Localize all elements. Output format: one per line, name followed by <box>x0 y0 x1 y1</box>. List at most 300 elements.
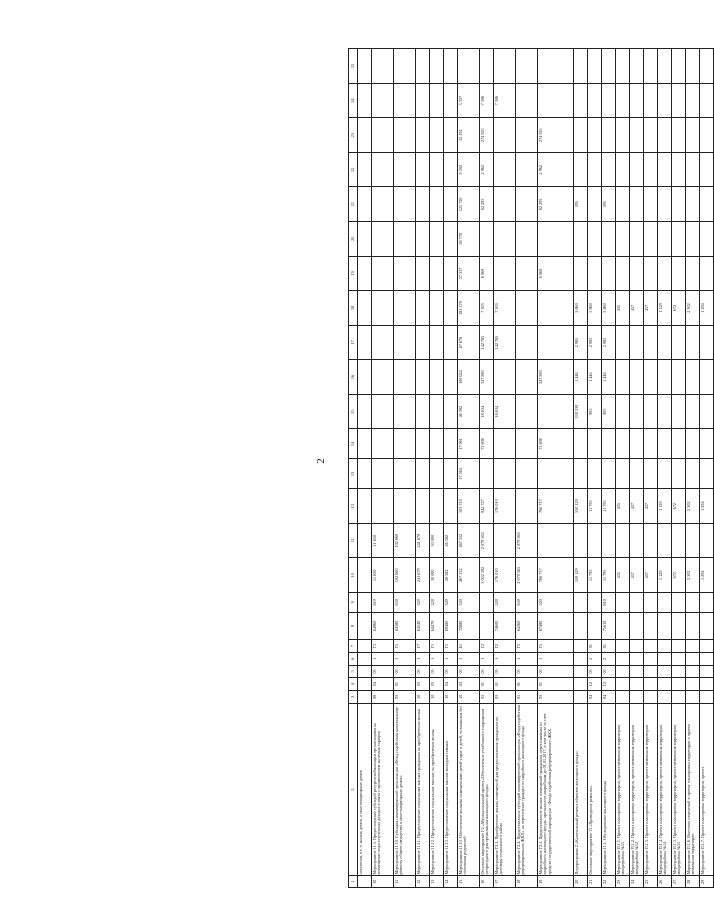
table-row <box>416 49 430 888</box>
table-cell: 5 337 <box>458 83 480 118</box>
table-cell <box>372 459 394 489</box>
row-description: Основное мероприятие 11 «Проведение ремонта» <box>588 703 602 876</box>
table-cell: 550 129 <box>574 558 588 593</box>
table-cell <box>658 665 672 678</box>
table-cell <box>700 152 714 187</box>
table-cell <box>516 222 538 257</box>
table-cell: 05 <box>458 665 480 678</box>
row-description: Мероприятие П.1.2. Проект планировки территории, проект межевания территории микрорайона №12 <box>630 703 644 876</box>
table-cell: 05 <box>480 690 494 703</box>
table-cell <box>516 459 538 489</box>
table-cell: 457 <box>644 489 658 524</box>
table-cell <box>538 291 574 326</box>
row-description: Мероприятие 11.1. Обследование жилищного фонда <box>602 703 616 876</box>
table-row <box>516 49 538 888</box>
table-cell <box>686 83 700 118</box>
column-number: 11 <box>349 523 358 558</box>
table-cell <box>358 876 372 888</box>
table-cell: 11 795 <box>588 558 602 593</box>
table-cell <box>494 118 516 153</box>
table-cell <box>416 222 430 257</box>
table-row <box>444 49 458 888</box>
table-cell <box>574 83 588 118</box>
table-cell <box>616 640 630 653</box>
table-row <box>480 49 494 888</box>
table-cell: 01 <box>516 678 538 691</box>
table-cell <box>658 256 672 291</box>
table-cell: 24 <box>630 876 644 888</box>
table-cell <box>358 49 372 84</box>
table-cell <box>574 49 588 84</box>
table-cell <box>686 665 700 678</box>
table-cell <box>494 459 516 489</box>
table-cell <box>372 489 394 524</box>
table-cell: 05 <box>480 665 494 678</box>
row-description: Мероприятие П.1.1. Проект планировки территории, проект межевания территории микрорайона №11 <box>616 703 630 876</box>
table-cell: 435 <box>616 558 630 593</box>
table-cell <box>658 678 672 691</box>
table-cell <box>700 49 714 84</box>
table-cell <box>416 152 430 187</box>
table-cell: 17 961 <box>458 429 480 459</box>
table-cell <box>630 652 644 665</box>
table-cell: 52 192 <box>458 118 480 153</box>
table-cell: 01 <box>602 640 616 653</box>
table-cell <box>372 49 394 84</box>
table-cell <box>430 489 444 524</box>
table-cell: 10 <box>430 690 444 703</box>
column-number: 6 <box>349 652 358 665</box>
table-cell <box>394 489 416 524</box>
table-cell <box>672 652 686 665</box>
table-cell <box>394 394 416 429</box>
table-cell <box>358 118 372 153</box>
table-cell: 672 <box>672 291 686 326</box>
table-cell: 2 <box>602 652 616 665</box>
table-cell: 457 <box>644 558 658 593</box>
table-cell <box>480 612 494 640</box>
table-cell <box>658 118 672 153</box>
table-cell <box>372 83 394 118</box>
table-cell <box>588 593 602 613</box>
table-cell: 64960 <box>372 612 394 640</box>
table-cell: 457 <box>630 489 644 524</box>
table-cell <box>516 256 538 291</box>
table-cell <box>658 152 672 187</box>
table-cell <box>630 187 644 222</box>
row-description: Мероприятие П.1.3. Проект планировки территории, проект межевания территории <box>644 703 658 876</box>
table-cell: 7 306 <box>480 83 494 118</box>
table-cell <box>588 222 602 257</box>
table-cell <box>358 678 372 691</box>
table-cell <box>672 394 686 429</box>
table-cell <box>644 690 658 703</box>
table-cell <box>394 49 416 84</box>
row-description: Мероприятие П.1.4. Проект планировки территории, проект межевания территории микрорайона №14 <box>658 703 672 876</box>
table-cell <box>658 612 672 640</box>
table-cell: 11 650 <box>372 558 394 593</box>
row-description: Мероприятие П.1.6. Внесение изменений в проект планировки территории и проект межевания территории <box>686 703 700 876</box>
table-row <box>658 49 672 888</box>
table-cell: 03 <box>416 678 430 691</box>
table-cell <box>616 678 630 691</box>
table-cell <box>416 360 430 395</box>
table-cell <box>372 118 394 153</box>
table-cell <box>700 187 714 222</box>
table-cell <box>602 523 616 558</box>
table-cell <box>394 459 416 489</box>
table-cell <box>616 690 630 703</box>
table-row <box>686 49 700 888</box>
table-cell: 21 <box>588 876 602 888</box>
table-cell <box>616 49 630 84</box>
table-cell: 339 339 <box>574 394 588 429</box>
table-cell <box>644 49 658 84</box>
table-cell: 22 <box>602 876 616 888</box>
table-cell <box>700 360 714 395</box>
table-cell: 905 <box>602 394 616 429</box>
table-cell: 01 <box>494 678 516 691</box>
table-cell <box>630 49 644 84</box>
table-cell: 64380 <box>394 612 416 640</box>
table-cell: 57 337 <box>458 256 480 291</box>
column-number: 2 <box>349 703 358 876</box>
table-cell <box>588 429 602 459</box>
table-cell <box>358 291 372 326</box>
table-cell: 05 <box>538 690 574 703</box>
table-cell: 3 022 392 <box>480 558 494 593</box>
table-cell <box>630 83 644 118</box>
table-cell: 176 010 <box>494 489 516 524</box>
table-row <box>538 49 574 888</box>
table-cell <box>588 256 602 291</box>
table-cell <box>602 256 616 291</box>
table-cell: 26 582 <box>444 558 458 593</box>
table-cell: 05 <box>430 665 444 678</box>
table-row <box>616 49 630 888</box>
table-cell: 29 <box>700 876 714 888</box>
table-cell: 2 985 <box>602 325 616 360</box>
table-cell <box>494 152 516 187</box>
table-cell <box>686 394 700 429</box>
table-cell: 2 302 <box>686 558 700 593</box>
table-cell <box>358 83 372 118</box>
table-cell <box>644 394 658 429</box>
table-cell <box>430 360 444 395</box>
table-cell <box>672 360 686 395</box>
table-cell: 181 370 <box>458 291 480 326</box>
table-cell <box>700 523 714 558</box>
table-cell: 71 806 <box>480 429 494 459</box>
column-number: 1 <box>349 876 358 888</box>
table-cell <box>516 489 538 524</box>
column-number: 5 <box>349 665 358 678</box>
table-cell: 2 079 565 <box>480 523 494 558</box>
table-cell <box>700 690 714 703</box>
table-cell: 16 <box>480 876 494 888</box>
table-cell <box>394 118 416 153</box>
table-cell <box>630 394 644 429</box>
table-cell <box>644 640 658 653</box>
table-cell: 20 <box>574 876 588 888</box>
table-cell <box>372 394 394 429</box>
table-cell: 04 <box>602 690 616 703</box>
table-cell: Г2 <box>480 640 494 653</box>
table-cell <box>616 152 630 187</box>
table-cell <box>394 429 416 459</box>
table-cell: 1 <box>516 652 538 665</box>
table-cell <box>430 118 444 153</box>
table-cell <box>444 222 458 257</box>
table-cell: 2 962 <box>480 152 494 187</box>
table-cell: 05 <box>602 665 616 678</box>
table-cell <box>630 325 644 360</box>
table-row <box>602 49 616 888</box>
table-cell <box>372 152 394 187</box>
table-cell: 1 <box>494 652 516 665</box>
table-cell <box>516 187 538 222</box>
table-cell <box>686 152 700 187</box>
table-cell: 1 446 <box>602 360 616 395</box>
table-header-row <box>349 49 358 888</box>
column-number: 17 <box>349 325 358 360</box>
table-cell <box>602 83 616 118</box>
table-cell <box>444 256 458 291</box>
table-cell <box>672 49 686 84</box>
table-cell <box>358 152 372 187</box>
table-cell: 13 <box>430 876 444 888</box>
table-cell: 274 925 <box>538 118 574 153</box>
table-cell <box>700 652 714 665</box>
table-cell <box>430 83 444 118</box>
table-cell <box>672 523 686 558</box>
table-cell <box>372 360 394 395</box>
table-cell: 17 564 <box>458 459 480 489</box>
table-cell <box>672 187 686 222</box>
table-cell: 142 785 <box>480 325 494 360</box>
table-cell: 18 634 <box>480 394 494 429</box>
row-description: Мероприятие П.1.5. Проект планировки территории, проект межевания территории микрорайона №15 <box>672 703 686 876</box>
table-cell: 630 <box>394 593 416 613</box>
table-cell <box>616 665 630 678</box>
table-cell: 19 <box>538 876 574 888</box>
table-cell <box>538 325 574 360</box>
table-cell <box>658 593 672 613</box>
table-cell: 2 079 565 <box>516 558 538 593</box>
table-cell <box>494 187 516 222</box>
table-cell <box>630 678 644 691</box>
table-cell <box>686 49 700 84</box>
table-cell <box>538 49 574 84</box>
table-cell <box>658 429 672 459</box>
table-cell <box>394 291 416 326</box>
table-cell <box>630 118 644 153</box>
table-row <box>494 49 516 888</box>
table-cell <box>394 187 416 222</box>
table-row <box>574 49 588 888</box>
table-cell: 74600 <box>494 612 516 640</box>
table-cell: 520 <box>494 593 516 613</box>
table-cell: 14 <box>444 876 458 888</box>
table-cell: 467 332 <box>458 558 480 593</box>
table-cell <box>430 325 444 360</box>
table-cell <box>616 256 630 291</box>
table-cell <box>672 152 686 187</box>
table-cell <box>658 83 672 118</box>
table-cell <box>672 612 686 640</box>
table-cell <box>416 429 430 459</box>
table-cell: 241 679 <box>416 523 430 558</box>
table-cell <box>616 360 630 395</box>
table-cell: 467 332 <box>458 523 480 558</box>
table-cell <box>658 360 672 395</box>
column-number: 24 <box>349 83 358 118</box>
table-cell: 5 860 <box>602 291 616 326</box>
table-cell: 23 <box>616 876 630 888</box>
table-cell <box>658 49 672 84</box>
table-cell <box>416 83 430 118</box>
table-cell <box>372 429 394 459</box>
table-cell: 25 <box>644 876 658 888</box>
budget-table-rotated <box>348 48 714 888</box>
table-cell: 11 <box>394 876 416 888</box>
table-cell: 142 785 <box>494 325 516 360</box>
table-cell <box>494 222 516 257</box>
table-cell <box>444 394 458 429</box>
table-cell <box>644 118 658 153</box>
table-cell: 6 069 <box>480 256 494 291</box>
table-cell <box>644 256 658 291</box>
table-cell: 10 <box>416 690 430 703</box>
table-cell <box>644 652 658 665</box>
table-cell <box>602 118 616 153</box>
table-cell <box>588 152 602 187</box>
table-cell: 15 <box>458 876 480 888</box>
table-cell <box>672 690 686 703</box>
table-cell <box>358 593 372 613</box>
table-cell: 10 <box>444 690 458 703</box>
table-cell: 67 678 <box>458 325 480 360</box>
table-cell: 01 <box>538 678 574 691</box>
table-row <box>372 49 394 888</box>
table-cell: 12 <box>416 876 430 888</box>
table-cell: Г1 <box>444 640 458 653</box>
table-cell <box>480 459 494 489</box>
table-cell: 71610 <box>602 612 616 640</box>
table-cell: 1 446 <box>574 360 588 395</box>
table-cell <box>630 665 644 678</box>
table-cell: 03 <box>430 678 444 691</box>
table-cell: 04 <box>588 690 602 703</box>
table-cell: 176 010 <box>494 558 516 593</box>
table-cell <box>686 678 700 691</box>
table-cell <box>516 152 538 187</box>
column-number: 7 <box>349 640 358 653</box>
table-cell <box>616 429 630 459</box>
table-cell: 26 582 <box>444 523 458 558</box>
table-cell <box>444 83 458 118</box>
table-cell: 1 446 <box>588 360 602 395</box>
table-cell: 347 983 <box>538 360 574 395</box>
table-cell <box>574 612 588 640</box>
table-cell: 27 <box>672 876 686 888</box>
table-cell <box>430 256 444 291</box>
row-description: Мероприятие 11.10. Субсидия некоммерческой организации «Фонд содействия капитальному ремонту общего имущества в многоквартирных домах» <box>394 703 416 876</box>
table-cell: 01 <box>480 678 494 691</box>
table-cell <box>630 429 644 459</box>
table-cell: 7 303 <box>494 291 516 326</box>
table-cell <box>588 83 602 118</box>
table-cell <box>616 222 630 257</box>
table-cell: 05 <box>416 665 430 678</box>
table-cell <box>616 394 630 429</box>
table-cell: 18 634 <box>494 394 516 429</box>
table-cell: 30 000 <box>430 558 444 593</box>
table-cell: 17 <box>494 876 516 888</box>
column-number: 23 <box>349 118 358 153</box>
table-cell <box>700 429 714 459</box>
table-cell: 550 129 <box>574 489 588 524</box>
table-cell <box>416 325 430 360</box>
table-cell <box>394 222 416 257</box>
table-cell <box>644 429 658 459</box>
table-cell: 103 710 <box>458 489 480 524</box>
column-number: 13 <box>349 459 358 489</box>
table-cell <box>644 523 658 558</box>
table-cell <box>700 222 714 257</box>
column-number: 12 <box>349 489 358 524</box>
table-cell <box>644 593 658 613</box>
table-cell: 1 294 <box>700 489 714 524</box>
table-cell: 274 925 <box>480 118 494 153</box>
table-cell <box>630 640 644 653</box>
table-cell: 71 806 <box>538 429 574 459</box>
table-cell <box>700 678 714 691</box>
table-cell: 18 <box>516 876 538 888</box>
table-cell: Г5 <box>538 640 574 653</box>
table-cell <box>630 360 644 395</box>
table-cell <box>574 429 588 459</box>
table-cell <box>700 118 714 153</box>
table-cell: 5 860 <box>574 291 588 326</box>
table-cell: Г5 <box>394 640 416 653</box>
table-cell <box>658 640 672 653</box>
table-cell <box>358 360 372 395</box>
table-cell <box>588 187 602 222</box>
table-cell: 766 717 <box>538 489 574 524</box>
table-cell: 1 294 <box>700 291 714 326</box>
column-number: 22 <box>349 152 358 187</box>
table-cell <box>588 49 602 84</box>
table-cell: 457 <box>630 291 644 326</box>
table-cell <box>358 665 372 678</box>
table-cell <box>602 152 616 187</box>
column-number: 8 <box>349 612 358 640</box>
table-cell <box>686 187 700 222</box>
table-cell <box>672 325 686 360</box>
table-cell <box>602 49 616 84</box>
table-row <box>458 49 480 888</box>
table-cell <box>574 652 588 665</box>
table-cell <box>444 187 458 222</box>
table-cell <box>672 678 686 691</box>
table-cell: 395 <box>602 187 616 222</box>
table-cell <box>686 360 700 395</box>
table-cell <box>616 118 630 153</box>
row-description: Мероприятие 11.13. Предоставление социальных выплат молодым семьям <box>444 703 458 876</box>
table-cell: 67480 <box>538 612 574 640</box>
table-cell: 26 <box>658 876 672 888</box>
